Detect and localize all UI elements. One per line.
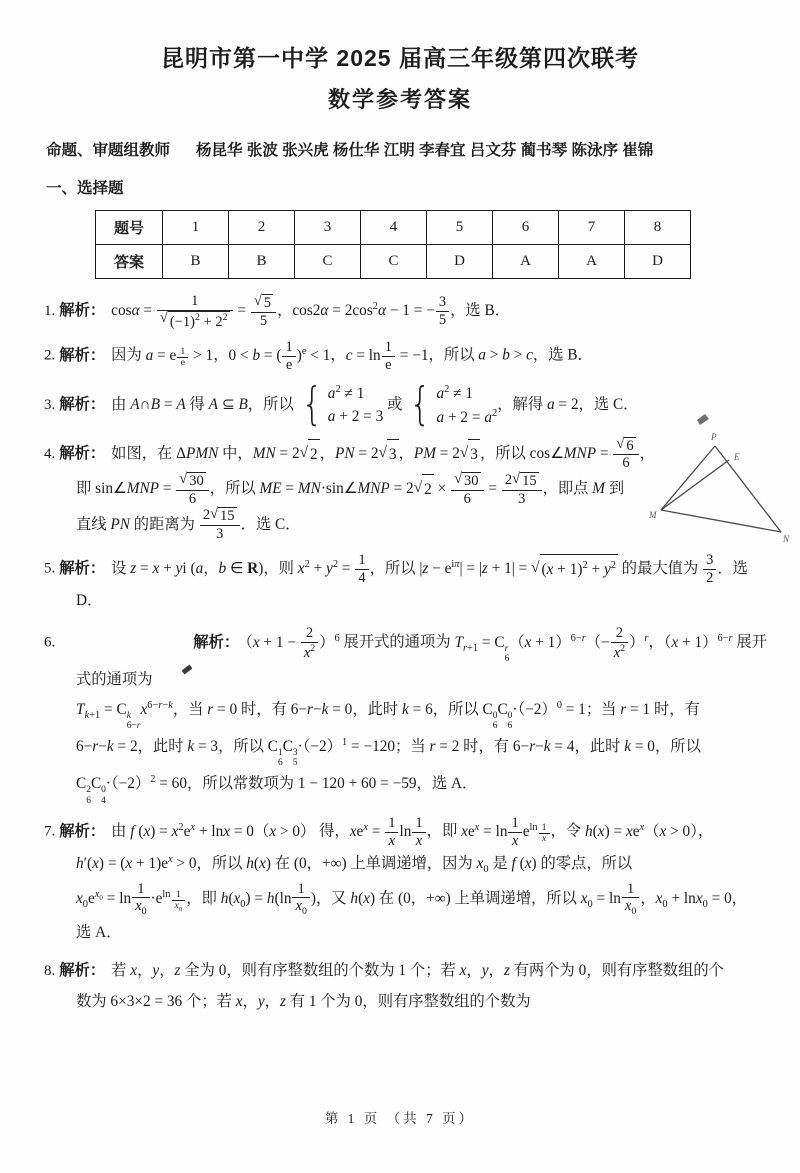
- solution-body: （x + 1 − $\frac{2}{x^2}$ ）$^6$ 展开式的通项为 $T_{r+1} = C$ r 6 $(x + 1)^{6-r}(-$ $\frac{2}{x^2}$ ）$^r$，$(x + 1)^{6-r}$ 展开式的通项为 $T_{k+1} = C$ k 6−r $x^{6-r-k}$，当 r = 0 时，有 6−r−k = 0，此时 k = 6，所以 C 0 6 C 0 6 $\cdot(-2)^0 = 1$；当 r = 1 时，有 6−r−k = 2，此时 k = 3，所以 C 1 6 C 3 5 $\cdot(-2)^1 = -120$；当 r = 2 时，有 6−r−k = 4，此时 k = 0，所以 C 2 6 C 0 4 $\cdot(-2)^2 = 60$，所以常数项为 1 − 120 + 60 = −59，选 A．: [76, 625, 767, 806]
- table-cell: D: [625, 245, 691, 279]
- solution-label: 解析：: [59, 822, 106, 840]
- solution-number: 8.: [44, 963, 56, 980]
- page-subtitle: 数学参考答案: [327, 87, 472, 112]
- solution-body: 由 f $(x) = x^2e^x + \ln x = 0(x > 0)$ 得，$xe^x$ = $\frac{1}{x}$ ln $\frac{1}{x}$ ，即 $xe^x = \ln$ $\frac{1}{x}$ $e^{ln \frac{1}{x}}$ ，令 $h(x) = xe^x(x > 0)$， $h'(x) = (x + 1)e^x > 0$，所以 h(x) 在 (0，+∞) 上单调递增，因为 $x_0$ 是 f (x) 的零点，所以 $x_0e^{x_0} = \ln$ $\frac{1}{x_0}$ $\cdot e^{ln \frac{1}{x_0}}$ ，即 $h(x_0) = h(\ln$ $\frac{1}{x_0}$ )，又 h(x) 在 (0，+∞) 上单调递增，所以 $x_0 = \ln$ $\frac{1}{x_0}$ ，$x_0 + \ln x_0 = 0$， 选 A．: [76, 814, 748, 941]
- table-cell: 1: [163, 211, 229, 245]
- solution-item-1: [0, 293, 800, 330]
- solution-label: 解析：: [59, 962, 106, 980]
- solution-item-7: [0, 815, 800, 948]
- solution-number: 7.: [44, 823, 56, 840]
- solution-label: 解析：: [193, 633, 240, 651]
- figure-label-m: M: [649, 510, 657, 520]
- table-cell: D: [427, 245, 493, 279]
- table-header-cell: 题号: [96, 211, 163, 245]
- table-cell: C: [361, 245, 427, 279]
- table-cell: 2: [229, 211, 295, 245]
- table-cell: A: [493, 245, 559, 279]
- figure-label-e: E: [734, 452, 740, 462]
- solution-number: 6.: [44, 634, 56, 651]
- teachers-line: [46, 138, 800, 160]
- section-title-choice: 一、选择题: [46, 180, 124, 197]
- solution-item-2: [0, 339, 800, 373]
- teachers-label: 命题、审题组教师: [46, 142, 171, 159]
- table-cell: 7: [559, 211, 625, 245]
- figure-label-p: P: [711, 432, 717, 442]
- table-row-numbers: [96, 211, 691, 245]
- answer-table: [95, 210, 691, 279]
- solution-number: 4.: [44, 445, 56, 462]
- table-cell: B: [229, 245, 295, 279]
- solution-item-5: [0, 552, 800, 616]
- solution-body: 设 z = x + yi (a，b ∈ R)，则 $x^2 + y^2$ = $\frac{1}{4}$ ，所以 $|z - e^{i\pi}| = |z + 1|$ = √ $(x + 1)^2 + y^2$ 的最大值为 $\frac{3}{2}$ ．选 D．: [76, 551, 748, 610]
- solution-body: 因为 a = e $^{\frac{1}{e}}$ > 1，0 < b = ( $\frac{1}{e}$ )$^e$ < 1，c = ln $\frac{1}{e}$ = −1，所以 a > b > c，选 B．: [111, 339, 593, 373]
- table-cell: 8: [625, 211, 691, 245]
- triangle-figure: [645, 398, 795, 558]
- solution-label: 解析：: [59, 444, 106, 462]
- solution-body: 由 A∩B = A 得 A ⊆ B，所以 { $a^2 \ne 1$ a + 2 = 3 或 { $a^2 \ne 1$ $a + 2 = a^2$ ，解得 a = 2，选 C．: [111, 379, 639, 431]
- figure-label-n: N: [783, 534, 790, 544]
- table-cell: 4: [361, 211, 427, 245]
- table-cell: 5: [427, 211, 493, 245]
- table-row-answers: [96, 245, 691, 279]
- page-title: 昆明市第一中学 2025 届高三年级第四次联考: [161, 45, 639, 71]
- table-cell: B: [163, 245, 229, 279]
- solution-number: 3.: [44, 396, 56, 413]
- table-cell: C: [295, 245, 361, 279]
- smudge-mark: [697, 414, 709, 425]
- solution-body: 如图，在 ΔPMN 中，MN = 2 √ 2 ，PN = 2 √ 3 ，PM = 2 √ 3 ，所以 cos∠MNP = √ 6 6 ， 即 sin∠MNP = √ 30 6 ，所以 ME = MN·sin∠MNP = 2 √ 2 × √ 30 6 = 2 √ 15 3 ，即点 M 到 直线 PN 的距离为 2 √ 15 3 ．选 C．: [76, 435, 655, 543]
- solution-body: cosα = 1 √ $(-1)^2 + 2^2$ = √ 5 5 ，$\cos 2\alpha = 2\cos^2\alpha - 1$ = − $\frac{3}{5}$ ，选 B．: [111, 292, 511, 330]
- solution-label: 解析：: [59, 346, 106, 364]
- solution-label: 解析：: [59, 559, 106, 577]
- solution-label: 解析：: [59, 395, 106, 413]
- solution-label: 解析：: [59, 302, 106, 320]
- solution-number: 5.: [44, 560, 56, 577]
- teachers-names: 杨昆华 张波 张兴虎 杨仕华 江明 李春宜 吕文芬 蔺书琴 陈泳序 崔锦: [196, 142, 654, 159]
- page-footer: 第 1 页 （共 7 页）: [324, 1111, 476, 1126]
- solution-body: 若 x，y，z 全为 0，则有序整数组的个数为 1 个；若 x，y，z 有两个为 0，则有序整数组的个 数为 6×3×2 = 36 个；若 x，y，z 有 1 个为 0，则有序整数组的个数为: [76, 962, 724, 1010]
- table-cell: 6: [493, 211, 559, 245]
- table-cell: 3: [295, 211, 361, 245]
- solution-item-8: [0, 956, 800, 1016]
- solution-number: 1.: [44, 303, 56, 320]
- solution-item-6: [0, 625, 800, 806]
- table-header-cell: 答案: [96, 245, 163, 279]
- table-cell: A: [559, 245, 625, 279]
- solution-number: 2.: [44, 347, 56, 364]
